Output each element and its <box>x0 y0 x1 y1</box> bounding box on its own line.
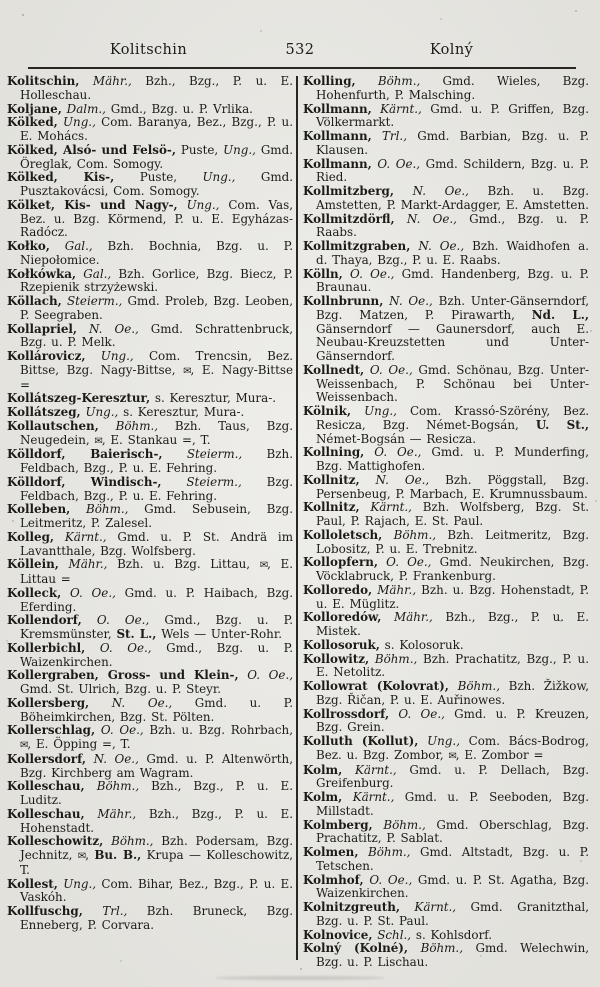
entry-bold-text: Kolitschin, <box>7 74 80 88</box>
entry-bold-text: U. St., <box>535 417 590 432</box>
entry <box>7 558 293 587</box>
entry-region-abbr: O. Oe., <box>95 723 144 738</box>
entry-text: s. Kohlsdorf. <box>411 927 493 942</box>
entry <box>303 874 589 902</box>
entry-text: Gmd., Bzg. u. P. Vrlika. <box>105 101 253 116</box>
entry-region-abbr: Trl., <box>82 904 128 918</box>
entry-bold-text: Kollmann, <box>303 129 372 143</box>
entry-text: Bzh., Bzg., P. u. E. Hohenstadt. <box>20 806 294 835</box>
entry-region-abbr: N. Oe., <box>77 321 139 336</box>
entry <box>303 130 589 158</box>
entry-text: Gmd. u. P. Seeboden, Bzg. Millstadt. <box>316 790 589 818</box>
entry-text: , E. Stankau =, T. <box>101 432 211 447</box>
entry-bold-text: Kölnik, <box>303 404 352 418</box>
entry-bold-text: Kollátszeg, <box>7 405 81 419</box>
entry-bold-text: Bu. B., <box>94 848 142 862</box>
entry <box>303 185 589 213</box>
entry <box>7 144 293 172</box>
entry-text: Bzh. Leitmeritz, Bzg. Lobositz, P. u. E. Trebnitz. <box>316 527 589 556</box>
entry-bold-text: Kolmen, <box>303 845 359 859</box>
entry-bold-text: Kollmitzdörfl, <box>303 211 395 226</box>
entry-text: Bzh. u. Bzg. Hohenstadt, P. u. E. Müglitz. <box>316 582 590 611</box>
right-column <box>303 75 589 970</box>
posthorn-icon: ✉ <box>77 851 86 862</box>
entry-bold-text: Kolnovice, <box>303 927 373 942</box>
entry-region-abbr: Kärnt., <box>54 529 107 544</box>
entry-bold-text: Kölked, Kis-, <box>7 170 115 185</box>
entry-region-abbr: N. Oe., <box>86 751 139 766</box>
entry-text: Gmd. u. P. Griffen, Bzg. Völkermarkt. <box>316 101 589 130</box>
entry-text: Gmd., Bzg. u. P. Raabs. <box>316 211 589 240</box>
entry-bold-text: Kollárovicz, <box>7 349 86 363</box>
entry-text: Német-Bogsán — Resicza. <box>316 431 477 446</box>
entry-region-abbr: O. Oe., <box>85 640 152 655</box>
entry-text <box>418 734 427 748</box>
entry <box>7 268 293 296</box>
entry-bold-text: Kollersberg, <box>7 695 90 710</box>
entry-region-abbr: Schl., <box>372 927 412 942</box>
entry-text: Krupa — Kolleschowitz, T. <box>20 848 294 877</box>
entry-text: Gmd., Bzg. u. P. Kremsmünster, <box>20 613 293 641</box>
entry-bold-text: Koljane, <box>7 101 62 116</box>
entry-region-abbr: O. Oe., <box>371 156 421 171</box>
entry-text: Bzh. Žižkow, Bzg. Řičan, P. u. E. Auřinowes. <box>316 679 589 707</box>
entry <box>303 268 589 296</box>
entry-text: Bzh. Pöggstall, Bzg. Persenbeug, P. Marbach, E. Krumnussbaum. <box>316 472 590 501</box>
entry-region-abbr: N. Oe., <box>359 472 430 487</box>
scan-noise <box>0 0 2 2</box>
entry-text: Gmd. St. Ulrich, Bzg. u. P. Steyr. <box>20 682 221 696</box>
posthorn-icon: ✉ <box>94 435 102 447</box>
entry <box>303 529 589 557</box>
entry <box>303 764 589 792</box>
entry-text: Wels — Unter-Rohr. <box>156 627 282 641</box>
entry-bold-text: Kolloredo, <box>303 582 373 597</box>
entry-text: Bzh. Taus, Bzg. Neugedein, <box>20 418 294 447</box>
entry-text: Gmd. Granitzthal, Bzg. u. P. St. Paul. <box>316 900 590 928</box>
entry <box>7 697 293 725</box>
entry <box>7 614 293 642</box>
entry-bold-text: Kollowitz, <box>303 651 370 666</box>
entry-region-abbr: Böhm., <box>355 74 421 88</box>
entry-text: Gmd. Wieles, Bzg. Hohenfurth, P. Malsching. <box>316 74 589 102</box>
entry-bold-text: Kolling, <box>303 74 356 88</box>
entry <box>303 405 589 446</box>
entry <box>303 708 589 736</box>
entry-bold-text: Kolluth (Kollut), <box>303 734 419 748</box>
entry-bold-text: Kölln, <box>303 266 343 281</box>
entry <box>7 103 293 117</box>
entry <box>7 780 293 808</box>
entry <box>303 75 589 103</box>
entry-region-abbr: Trl., <box>371 129 407 143</box>
entry-region-abbr: Ung., <box>85 349 134 363</box>
entry-text: Gmd. Barbian, Bzg. u. P. Klausen. <box>316 129 589 157</box>
entry <box>7 350 293 392</box>
entry <box>303 819 589 847</box>
entry-bold-text: St. L., <box>116 627 157 641</box>
entry-region-abbr: Mähr., <box>79 74 132 88</box>
entry <box>303 240 589 268</box>
entry-region-abbr: Mähr., <box>84 806 137 821</box>
entry-region-abbr: Kärnt., <box>400 900 457 914</box>
entry-text <box>239 668 248 682</box>
entry-bold-text: Kollest, <box>7 876 58 891</box>
entry-text: s. Keresztur, Mura-. <box>118 405 245 419</box>
entry <box>7 171 293 199</box>
entry <box>7 406 293 420</box>
entry <box>7 420 293 449</box>
entry-bold-text: Kolleschowitz, <box>7 834 104 849</box>
entry-region-abbr: Ung., <box>186 197 220 212</box>
entry-region-abbr: Mähr., <box>381 610 433 625</box>
entry-region-abbr: Steierm., <box>186 447 243 462</box>
posthorn-icon: ✉ <box>448 750 456 762</box>
entry-bold-text: Kollerschlag, <box>7 723 96 738</box>
entry <box>7 392 293 406</box>
running-header <box>42 42 558 58</box>
entry-text: Puste, <box>114 170 203 185</box>
entry <box>7 448 293 476</box>
entry-region-abbr: Böhm., <box>358 845 411 859</box>
header-keyword-right: Kolný <box>429 42 474 58</box>
entry-text: , E. Nagy-Bittse = <box>20 362 293 392</box>
page-number: 532 <box>285 42 315 58</box>
entry-bold-text: Kollerbichl, <box>7 640 86 655</box>
entry <box>7 116 293 144</box>
entry-region-abbr: Ung., <box>57 876 97 891</box>
entry-text: Gmd. u. P. St. Andrä im Lavantthale, Bzg. Wolfsberg. <box>20 529 293 558</box>
entry-text: Gmd. u. P. Altenwörth, Bzg. Kirchberg am Wagram. <box>20 751 293 780</box>
entry-bold-text: Kolloredów, <box>303 610 382 625</box>
entry <box>7 724 293 753</box>
entry-region-abbr: Ung., <box>57 115 96 130</box>
entry-bold-text: Kollnedt, <box>303 362 365 377</box>
entry-bold-text: Kollautschen, <box>7 418 99 433</box>
entry <box>7 75 293 103</box>
entry-text: Bzh., Bzg., P. u. E. Mistek. <box>316 610 590 638</box>
entry <box>303 846 589 874</box>
entry <box>303 295 589 364</box>
entry-bold-text: Kollmitzberg, <box>303 184 394 198</box>
entry-text: Bzh., Bzg., P. u. E. Holleschau. <box>20 74 294 102</box>
entry-text: Gmd. Schönau, Bzg. Unter-Weissenbach, P. Schönau bei Unter-Weissenbach. <box>316 362 589 405</box>
entry-bold-text: Köllein, <box>7 557 59 572</box>
entry-bold-text: Kollowrat (Kolovrat), <box>303 679 449 693</box>
entry-bold-text: Kolleschau, <box>7 779 85 794</box>
entry-region-abbr: Ung., <box>202 170 236 185</box>
entry-text: , E. Zombor = <box>455 747 544 762</box>
entry-text: Gmd. u. P. Munderfing, Bzg. Mattighofen. <box>316 445 589 473</box>
entry-text <box>408 941 421 955</box>
entry-text: Bzh. Bochnia, Bzg. u. P. Niepołomice. <box>20 239 293 267</box>
entry <box>7 295 293 323</box>
entry-text <box>449 679 458 693</box>
entry-region-abbr: Ung., <box>351 404 397 418</box>
entry-region-abbr: Böhm., <box>372 817 426 832</box>
posthorn-icon: ✉ <box>183 365 191 377</box>
entry-text: Bzg. Feldbach, Bzg., P. u. E. Fehring. <box>20 474 293 503</box>
entry-bold-text: Kolleg, <box>7 529 55 544</box>
entry-region-abbr: O. Oe., <box>61 585 116 600</box>
entry <box>303 446 589 474</box>
entry <box>303 501 589 529</box>
entry <box>303 584 589 612</box>
entry-bold-text: Kölket, Kis- und Nagy-, <box>7 197 178 212</box>
entry-region-abbr: Steierm., <box>186 474 242 489</box>
entry-text: Gmd. u. P. Haibach, Bzg. Eferding. <box>20 585 293 614</box>
entry-bold-text: Kollmitzgraben, <box>303 239 411 253</box>
entry <box>7 835 293 877</box>
entry <box>7 199 293 240</box>
entry-region-abbr: O. Oe., <box>389 706 445 721</box>
entry-region-abbr: O. Oe., <box>81 613 150 628</box>
entry-bold-text: Kollátszeg-Keresztur, <box>7 391 151 406</box>
entry-region-abbr: Ung., <box>80 405 119 419</box>
entry-region-abbr: Kärnt., <box>342 762 397 777</box>
bottom-smudge <box>215 976 385 980</box>
entry-bold-text: Kollnbrunn, <box>303 294 384 308</box>
entry-text: Gmd., Bzg. u. P. Waizenkirchen. <box>20 640 293 669</box>
entry-region-abbr: N. Oe., <box>89 695 173 710</box>
entry <box>7 531 293 559</box>
entry-bold-text: Kollendorf, <box>7 613 82 628</box>
entry-text: Bzh. Wolfsberg, Bzg. St. Paul, P. Rajach, E. St. Paul. <box>316 500 589 528</box>
entry-text: Com. Bács-Bodrog, Bez. u. Bzg. Zombor, <box>316 734 590 762</box>
entry <box>7 503 293 531</box>
entry <box>7 323 293 351</box>
entry-text: Com. Bihar, Bez., Bzg., P. u. E. Vaskóh. <box>20 876 293 905</box>
entry-region-abbr: Böhm., <box>98 418 159 433</box>
entry <box>7 669 293 697</box>
entry-region-abbr: Steierm., <box>61 294 123 308</box>
entry-text: Bzh. Unter-Gänserndorf, Bzg. Matzen, P. Pirawarth, <box>316 294 589 322</box>
entry-region-abbr: Kärnt., <box>342 790 395 804</box>
entry-region-abbr: Gal., <box>76 266 112 281</box>
entry-bold-text: Kollnitz, <box>303 472 360 487</box>
entry-text: Gmd. Proleb, Bzg. Leoben, P. Seegraben. <box>20 294 293 322</box>
entry-region-abbr: O. Oe., <box>364 362 413 377</box>
entry-text: Bzh. Gorlice, Bzg. Biecz, P. Rzepienik strzyżewski. <box>20 266 294 295</box>
entry-text: s. Kolosoruk. <box>379 637 464 652</box>
entry <box>303 158 589 186</box>
entry <box>7 642 293 670</box>
entry <box>7 753 293 781</box>
entry-text: Gmd. u. P. Kreuzen, Bzg. Grein. <box>316 706 589 735</box>
entry-bold-text: Kollfuschg, <box>7 904 83 918</box>
entry <box>303 556 589 584</box>
posthorn-icon: ✉ <box>20 740 28 751</box>
entry <box>303 639 589 653</box>
entry-bold-text: Kölldorf, Windisch-, <box>7 474 162 489</box>
entry-text: Gmd. u. P. Böheimkirchen, Bzg. St. Pölten. <box>20 695 294 724</box>
entry-text <box>178 198 187 212</box>
entry <box>303 364 589 405</box>
entry-text: Bzh. Waidhofen a. d. Thaya, Bzg., P. u. E. Raabs. <box>316 239 589 267</box>
entry-bold-text: Kollosoruk, <box>303 637 380 652</box>
entry-bold-text: Kolleschau, <box>7 806 85 821</box>
entry <box>7 587 293 615</box>
entry-bold-text: Kollmann, <box>303 156 372 171</box>
entry-bold-text: Kölldorf, Baierisch-, <box>7 447 163 462</box>
entry-region-abbr: Böhm., <box>84 779 140 794</box>
entry <box>303 901 589 929</box>
entry-region-abbr: Böhm., <box>382 527 436 542</box>
entry-text: Com. Baranya, Bez., Bzg., P. u. E. Mohács. <box>20 115 293 143</box>
header-rule <box>28 67 576 69</box>
entry-bold-text: Köllach, <box>7 294 62 308</box>
entry-region-abbr: Kärnt., <box>359 500 412 515</box>
entry-bold-text: Kollmann, <box>303 101 372 116</box>
entry-bold-text: Kolleben, <box>7 502 71 517</box>
entry-bold-text: Kollnitz, <box>303 500 360 515</box>
entry-region-abbr: Böhm., <box>420 941 463 956</box>
entry-region-abbr: Ung., <box>427 734 460 748</box>
entry-bold-text: Nd. L., <box>531 307 589 322</box>
entry-region-abbr: O. Oe., <box>342 266 395 281</box>
entry-text: Gmd. u. P. Dellach, Bzg. Greifenburg. <box>316 762 589 791</box>
entry-text: s. Keresztur, Mura-. <box>150 391 276 406</box>
entry-bold-text: Kollergraben, Gross- und Klein-, <box>7 668 239 683</box>
entry-text: Gmd. Neukirchen, Bzg. Vöcklabruck, P. Frankenburg. <box>316 555 589 583</box>
entry-bold-text: Kolleck, <box>7 585 62 600</box>
entry-text: Com. Vas, Bez. u. Bzg. Körmend, P. u. E. Egyházas-Radócz. <box>20 197 293 240</box>
entry-region-abbr: Mähr., <box>372 582 417 597</box>
entry-text: Com. Trencsin, Bez. Bittse, Bzg. Nagy-Bittse, <box>20 349 293 377</box>
entry-text: Bzh. u. Bzg. Littau, <box>107 557 260 572</box>
entry-text: Puste, <box>175 142 224 157</box>
entry-region-abbr: Kärnt., <box>371 101 422 116</box>
entry-region-abbr: N. Oe., <box>410 239 465 253</box>
entry-text <box>163 447 187 461</box>
entry-text: Gmd. Welechwin, Bzg. u. P. Lischau. <box>316 941 590 969</box>
entry-region-abbr: O. Oe., <box>378 555 432 570</box>
entry-bold-text: Kolm, <box>303 790 343 804</box>
entry-text: Gmd. Altstadt, Bzg. u. P. Tetschen. <box>316 845 589 873</box>
entry-region-abbr: Gal., <box>49 239 93 253</box>
entry-bold-text: Kollersdorf, <box>7 751 87 766</box>
entry <box>303 942 589 970</box>
entry-region-abbr: O. Oe., <box>364 445 422 460</box>
entry-text: Gänserndorf — Gaunersdorf, auch E. Neubau-Kreuzstetten und Unter-Gänserndorf. <box>316 321 589 363</box>
entry-region-abbr: O. Oe., <box>247 668 294 683</box>
entry-text: Bzh. Prachatitz, Bzg., P. u. E. Netolitz. <box>316 651 589 680</box>
entry-region-abbr: O. Oe., <box>363 872 413 887</box>
column-divider <box>296 76 298 960</box>
entry <box>303 103 589 131</box>
entry-region-abbr: Ung., <box>223 142 256 157</box>
entry-bold-text: Kollapriel, <box>7 321 78 336</box>
entry-bold-text: Kolnitzgreuth, <box>303 900 400 914</box>
entry-region-abbr: N. Oe., <box>393 184 469 198</box>
entry <box>303 213 589 241</box>
entry <box>7 808 293 836</box>
entry <box>303 474 589 502</box>
two-column-text <box>7 75 595 970</box>
entry-region-abbr: N. Oe., <box>394 211 457 226</box>
entry-text: Gmd. u. P. St. Agatha, Bzg. Waizenkirchen. <box>316 872 589 901</box>
entry-bold-text: Kołko, <box>7 239 50 253</box>
entry-bold-text: Kolmhof, <box>303 872 364 887</box>
entry-bold-text: Kolloletsch, <box>303 527 383 542</box>
entry-text: Gmd. Sebusein, Bzg. Leitmeritz, P. Zalesel. <box>20 502 293 530</box>
entry-bold-text: Kolmberg, <box>303 817 373 832</box>
entry-bold-text: Kołkówka, <box>7 266 77 281</box>
entry-bold-text: Kölked, <box>7 115 58 130</box>
entry-bold-text: Kollning, <box>303 445 365 460</box>
entry-region-abbr: N. Oe., <box>383 294 433 308</box>
entry <box>303 680 589 708</box>
entry-text: Bzh. Podersam, Bzg. Jechnitz, <box>20 834 293 862</box>
entry-text: Bzh. u. Bzg. Rohrbach, <box>143 723 293 738</box>
entry-text: Gmd. Schildern, Bzg. u. P. Ried. <box>316 156 589 185</box>
entry-region-abbr: Böhm., <box>70 502 129 517</box>
entry-bold-text: Kolm, <box>303 762 343 777</box>
entry-text: Gmd. Oberschlag, Bzg. Prachatitz, P. Sablat. <box>316 817 589 846</box>
entry <box>7 240 293 268</box>
entry-region-abbr: Mähr., <box>58 557 108 572</box>
entry-bold-text: Kollrossdorf, <box>303 706 390 721</box>
left-column <box>7 75 293 933</box>
entry-region-abbr: Böhm., <box>457 679 500 693</box>
entry-bold-text: Kolný (Kolné), <box>303 941 409 956</box>
entry-text: , E. Littau = <box>20 557 293 586</box>
entry-region-abbr: Dalm., <box>61 101 106 116</box>
entry-text: Gmd. Pusztakovácsi, Com. Somogy. <box>20 170 293 198</box>
entry-text: Bzh. Feldbach, Bzg., P. u. E. Fehring. <box>20 447 293 475</box>
entry <box>303 735 589 764</box>
entry-text <box>162 475 187 489</box>
entry <box>7 905 293 933</box>
entry-text: , E. Öpping =, T. <box>27 737 131 751</box>
entry <box>303 611 589 639</box>
entry <box>303 791 589 819</box>
entry-bold-text: Kölked, Alsó- und Felsö-, <box>7 142 176 157</box>
entry-text: Bzh. Bruneck, Bzg. Enneberg, P. Corvara. <box>20 904 294 932</box>
entry-region-abbr: Böhm., <box>103 834 154 849</box>
entry-text: , <box>85 848 95 862</box>
header-keyword-left: Kolitschin <box>109 42 188 58</box>
entry-text: Gmd. Öreglak, Com. Somogy. <box>20 142 293 171</box>
entry <box>7 878 293 906</box>
entry <box>303 929 589 943</box>
entry-text: Gmd. Handenberg, Bzg. u. P. Braunau. <box>316 266 589 295</box>
posthorn-icon: ✉ <box>259 560 268 572</box>
entry-text: Bzh., Bzg., P. u. E. Luditz. <box>20 779 293 807</box>
entry-region-abbr: Böhm., <box>369 651 418 666</box>
entry-bold-text: Kollopfern, <box>303 555 379 570</box>
entry-text: Com. Krassó-Szörény, Bez. Resicza, Bzg. Német-Bogsán, <box>316 404 590 432</box>
entry <box>7 476 293 504</box>
entry-text: Bzh. u. Bzg. Amstetten, P. Markt-Ardagger, E. Amstetten. <box>316 184 589 212</box>
entry-text: Gmd. Schrattenbruck, Bzg. u. P. Melk. <box>20 321 294 350</box>
entry <box>303 653 589 681</box>
